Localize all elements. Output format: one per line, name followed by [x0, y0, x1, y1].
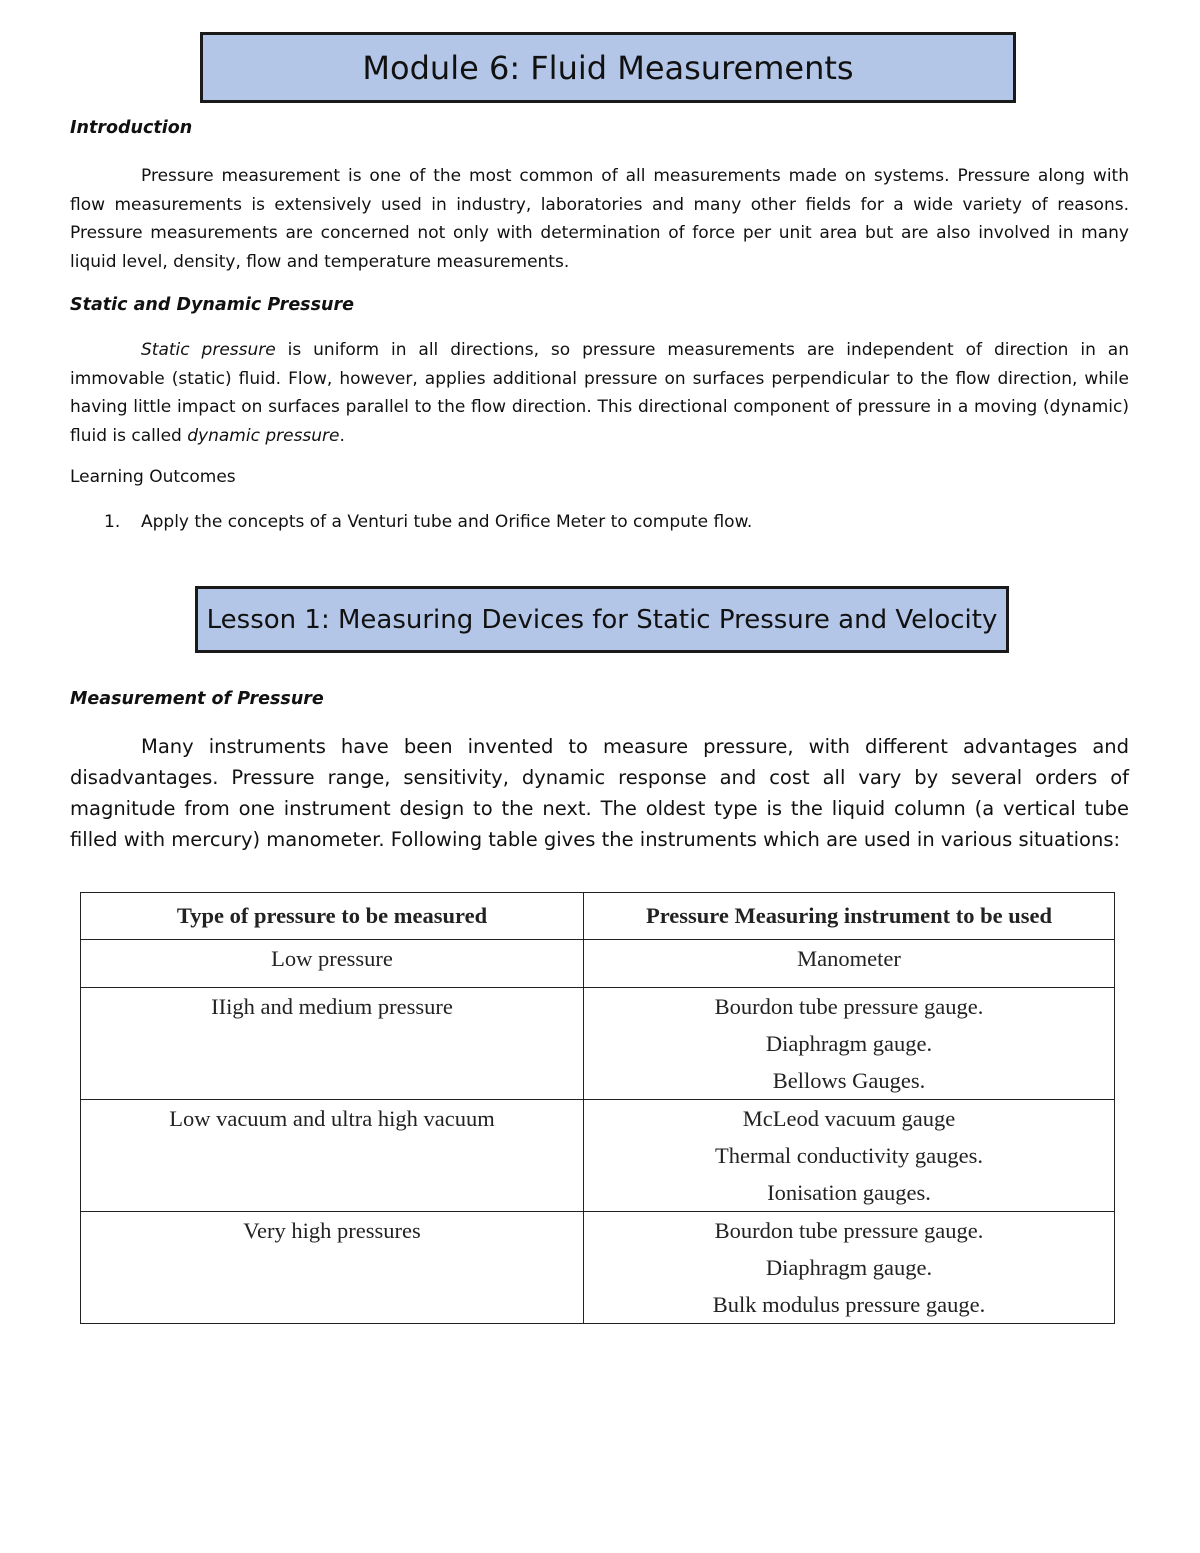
- measurement-paragraph: Many instruments have been invented to measure pressure, with different advantages and disadvantages. Pressure range, sensitivity, dynamic response and cost all vary by several orders of magnitude from one instrument design to the next. The oldest type is the liquid column (a vertical tube filled with mercury) manometer. Following table gives the instruments which are used in various situations:: [70, 735, 1129, 851]
- introduction-heading: Introduction: [70, 118, 193, 138]
- table-cell-type: Low vacuum and ultra high vacuum: [81, 1100, 584, 1212]
- table-row: [81, 1212, 1115, 1324]
- static-dynamic-paragraph: Static pressure is uniform in all directions, so pressure measurements are independent of direction in an immovable (static) fluid. Flow, however, applies additional pressure on surfaces perpendicular to the flow direction, while having little impact on surfaces parallel to the flow direction. This directional component of pressure in a moving (dynamic) fluid is called dynamic pressure.: [70, 340, 1129, 446]
- learning-outcome-item: Apply the concepts of a Venturi tube and Orifice Meter to compute flow.: [141, 512, 753, 532]
- lesson-title: Lesson 1: Measuring Devices for Static Pressure and Velocity: [206, 604, 998, 635]
- static-dynamic-heading: Static and Dynamic Pressure: [70, 295, 354, 315]
- table-header-row: [81, 893, 1115, 940]
- table-cell-type: IIigh and medium pressure: [81, 988, 584, 1100]
- table-cell-type: Low pressure: [81, 940, 584, 988]
- table-header-type: Type of pressure to be measured: [81, 893, 584, 940]
- table-cell-instruments: Manometer: [584, 940, 1115, 988]
- table-cell-instruments: Bourdon tube pressure gauge. Diaphragm gauge. Bellows Gauges.: [584, 988, 1115, 1100]
- table-row: [81, 1100, 1115, 1212]
- term-dynamic-pressure: dynamic pressure: [187, 425, 340, 446]
- learning-outcomes-heading: Learning Outcomes: [70, 467, 236, 487]
- measurement-heading: Measurement of Pressure: [70, 689, 324, 709]
- module-title: Module 6: Fluid Measurements: [362, 48, 854, 87]
- learning-outcome-number: 1.: [104, 512, 121, 532]
- table-header-instrument: Pressure Measuring instrument to be used: [584, 893, 1115, 940]
- table-cell-type: Very high pressures: [81, 1212, 584, 1324]
- table-row: [81, 988, 1115, 1100]
- term-static-pressure: Static pressure: [141, 340, 276, 360]
- lesson-title-box: [195, 586, 1009, 653]
- table-cell-instruments: McLeod vacuum gauge Thermal conductivity gauges. Ionisation gauges.: [584, 1100, 1115, 1212]
- table-cell-instruments: Bourdon tube pressure gauge. Diaphragm gauge. Bulk modulus pressure gauge.: [584, 1212, 1115, 1324]
- table-row: [81, 940, 1115, 988]
- introduction-paragraph: Pressure measurement is one of the most common of all measurements made on systems. Pressure along with flow measurements is extensively used in industry, laboratories and many other fields for a wide variety of reasons. Pressure measurements are concerned not only with determination of force per unit area but are also involved in many liquid level, density, flow and temperature measurements.: [70, 166, 1129, 272]
- module-title-box: [200, 32, 1016, 103]
- pressure-instrument-table: [80, 892, 1115, 1324]
